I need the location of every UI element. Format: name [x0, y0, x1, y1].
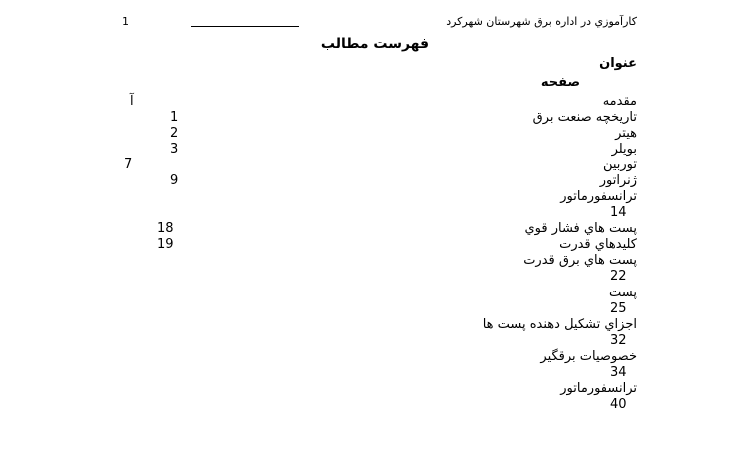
toc-entry-title: مقدمه: [602, 94, 637, 109]
toc-entry-title: توربين: [602, 157, 637, 172]
running-header-title: كارآموزي در اداره برق شهرستان شهركرد: [446, 15, 637, 28]
toc-entry-title: اجزاي تشكيل دهنده پست ها: [482, 317, 637, 332]
toc-column-page: صفحه: [540, 75, 580, 90]
toc-heading: فهرست مطالب: [320, 36, 430, 52]
toc-entry-title: بويلر: [611, 142, 637, 157]
toc-entry-title: خصوصيات برقگير: [540, 349, 637, 364]
toc-entry-title: ترانسفورماتور: [560, 381, 637, 396]
toc-entry-page: 22: [610, 269, 627, 284]
toc-entry-page: 19: [157, 237, 174, 252]
toc-entry-title: پست هاي فشار قوي: [524, 221, 637, 236]
toc-entry-title: پست: [609, 285, 637, 300]
toc-entry-title: هيتر: [615, 126, 637, 141]
header-rule: [191, 26, 299, 27]
toc-entry-page: 18: [157, 221, 174, 236]
toc-entry-page: 7: [124, 157, 133, 172]
toc-entry-page: 2: [170, 126, 179, 141]
toc-entry-page: آ: [130, 94, 134, 109]
toc-entry-title: ترانسفورماتور: [560, 189, 637, 204]
toc-entry-page: 1: [170, 110, 179, 125]
header-page-number: 1: [122, 15, 129, 28]
toc-entry-page: 34: [610, 365, 627, 380]
toc-entry-page: 3: [170, 142, 179, 157]
toc-column-title: عنوان: [599, 56, 637, 71]
toc-entry-title: تاريخچه صنعت برق: [532, 110, 637, 125]
toc-entry-page: 9: [170, 173, 179, 188]
toc-entry-page: 32: [610, 333, 627, 348]
toc-entry-title: كليدهاي قدرت: [559, 237, 637, 252]
toc-entry-page: 40: [610, 397, 627, 412]
toc-entry-title: پست هاي برق قدرت: [523, 253, 637, 268]
toc-entry-page: 25: [610, 301, 627, 316]
toc-entry-title: ژنراتور: [599, 173, 637, 188]
toc-entry-page: 14: [610, 205, 627, 220]
